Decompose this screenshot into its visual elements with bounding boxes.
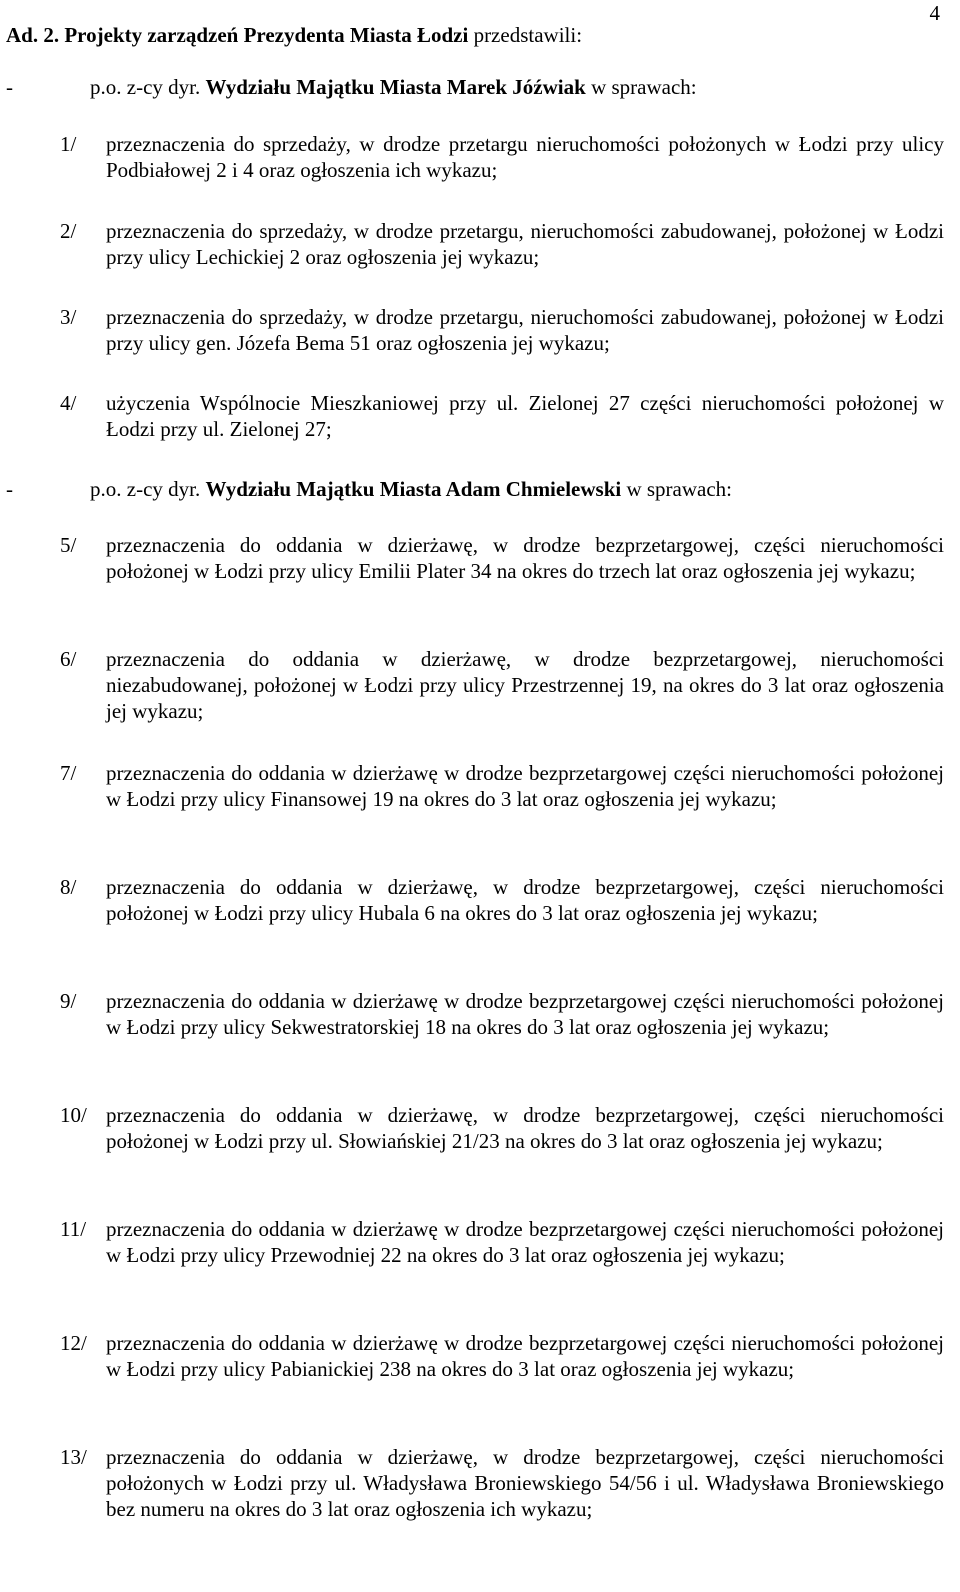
list-item-number: 7/ bbox=[60, 761, 77, 785]
list-item-text: przeznaczenia do sprzedaży, w drodze przetargu nieruchomości położonych w Łodzi przy ulicy Podbiałowej 2 i 4 oraz ogłoszenia ich wykazu; bbox=[106, 132, 944, 182]
list-item bbox=[60, 988, 944, 1040]
list-item-text: przeznaczenia do sprzedaży, w drodze przetargu, nieruchomości zabudowanej, położonej w Łodzi przy ulicy Lechickiej 2 oraz ogłoszenia jej wykazu; bbox=[106, 219, 944, 269]
agenda-heading-rest: przedstawili: bbox=[468, 23, 583, 47]
list-item bbox=[60, 304, 944, 356]
list-item-text: przeznaczenia do oddania w dzierżawę, w drodze bezprzetargowej, części nieruchomości położonych w Łodzi przy ul. Władysława Broniewskiego 54/56 i ul. Władysława Broniewskiego bez numeru na okres do 3 lat oraz ogłoszenia ich wykazu; bbox=[106, 1445, 944, 1521]
list-item bbox=[60, 131, 944, 183]
list-item-text: użyczenia Wspólnocie Mieszkaniowej przy ul. Zielonej 27 części nieruchomości położonej w Łodzi przy ul. Zielonej 27; bbox=[106, 391, 944, 441]
list-item-number: 13/ bbox=[60, 1445, 87, 1469]
list-item bbox=[60, 1102, 944, 1154]
list-item bbox=[60, 874, 944, 926]
list-item-text: przeznaczenia do oddania w dzierżawę w drodze bezprzetargowej części nieruchomości położonej w Łodzi przy ulicy Przewodniej 22 na okres do 3 lat oraz ogłoszenia jej wykazu; bbox=[106, 1217, 944, 1267]
list-item bbox=[60, 218, 944, 270]
list-item bbox=[60, 532, 944, 584]
list-item-text: przeznaczenia do sprzedaży, w drodze przetargu, nieruchomości zabudowanej, położonej w Łodzi przy ulicy gen. Józefa Bema 51 oraz ogłoszenia jej wykazu; bbox=[106, 305, 944, 355]
list-item-number: 4/ bbox=[60, 391, 77, 415]
list-item-text: przeznaczenia do oddania w dzierżawę w drodze bezprzetargowej części nieruchomości położonej w Łodzi przy ulicy Finansowej 19 na okres do 3 lat oraz ogłoszenia jej wykazu; bbox=[106, 761, 944, 811]
list-item-number: 2/ bbox=[60, 219, 77, 243]
list-item-text: przeznaczenia do oddania w dzierżawę, w drodze bezprzetargowej, części nieruchomości położonej w Łodzi przy ul. Słowiańskiej 21/23 na okres do 3 lat oraz ogłoszenia jej wykazu; bbox=[106, 1103, 944, 1153]
presenter-prefix: p.o. z-cy dyr. bbox=[90, 477, 206, 501]
presenter-dash: - bbox=[6, 477, 13, 501]
list-item-number: 6/ bbox=[60, 647, 77, 671]
list-item-number: 5/ bbox=[60, 533, 77, 557]
presenter-suffix: w sprawach: bbox=[585, 75, 697, 99]
list-item bbox=[60, 1216, 944, 1268]
list-item-text: przeznaczenia do oddania w dzierżawę, w drodze bezprzetargowej, nieruchomości niezabudowanej, położonej w Łodzi przy ulicy Przestrzennej 19, na okres do 3 lat oraz ogłoszenia jej wykazu; bbox=[106, 647, 944, 723]
list-item bbox=[60, 390, 944, 442]
list-item-number: 9/ bbox=[60, 989, 77, 1013]
list-item-number: 8/ bbox=[60, 875, 77, 899]
presenter-dash: - bbox=[6, 75, 13, 99]
list-item-text: przeznaczenia do oddania w dzierżawę w drodze bezprzetargowej części nieruchomości położonej w Łodzi przy ulicy Sekwestratorskiej 18 na okres do 3 lat oraz ogłoszenia jej wykazu; bbox=[106, 989, 944, 1039]
presenter-name: Wydziału Majątku Miasta Marek Jóźwiak bbox=[205, 75, 586, 99]
list-item-text: przeznaczenia do oddania w dzierżawę, w drodze bezprzetargowej, części nieruchomości położonej w Łodzi przy ulicy Hubala 6 na okres do 3 lat oraz ogłoszenia jej wykazu; bbox=[106, 875, 944, 925]
list-item-number: 11/ bbox=[60, 1217, 87, 1241]
list-item-text: przeznaczenia do oddania w dzierżawę, w drodze bezprzetargowej, części nieruchomości położonej w Łodzi przy ulicy Emilii Plater 34 na okres do trzech lat oraz ogłoszenia jej wykazu; bbox=[106, 533, 944, 583]
agenda-heading bbox=[6, 22, 582, 48]
list-item bbox=[60, 760, 944, 812]
list-item-number: 3/ bbox=[60, 305, 77, 329]
list-item-number: 12/ bbox=[60, 1331, 87, 1355]
presenter-name: Wydziału Majątku Miasta Adam Chmielewski bbox=[205, 477, 622, 501]
presenter-line-1 bbox=[6, 74, 697, 100]
presenter-suffix: w sprawach: bbox=[621, 477, 733, 501]
list-item-number: 10/ bbox=[60, 1103, 87, 1127]
list-item-number: 1/ bbox=[60, 132, 77, 156]
agenda-heading-bold: Ad. 2. Projekty zarządzeń Prezydenta Miasta Łodzi bbox=[6, 23, 469, 47]
list-item bbox=[60, 646, 944, 724]
presenter-prefix: p.o. z-cy dyr. bbox=[90, 75, 206, 99]
list-item-text: przeznaczenia do oddania w dzierżawę w drodze bezprzetargowej części nieruchomości położonej w Łodzi przy ulicy Pabianickiej 238 na okres do 3 lat oraz ogłoszenia jej wykazu; bbox=[106, 1331, 944, 1381]
list-item bbox=[60, 1444, 944, 1522]
page-number: 4 bbox=[929, 1, 940, 25]
presenter-line-2 bbox=[6, 476, 732, 502]
list-item bbox=[60, 1330, 944, 1382]
